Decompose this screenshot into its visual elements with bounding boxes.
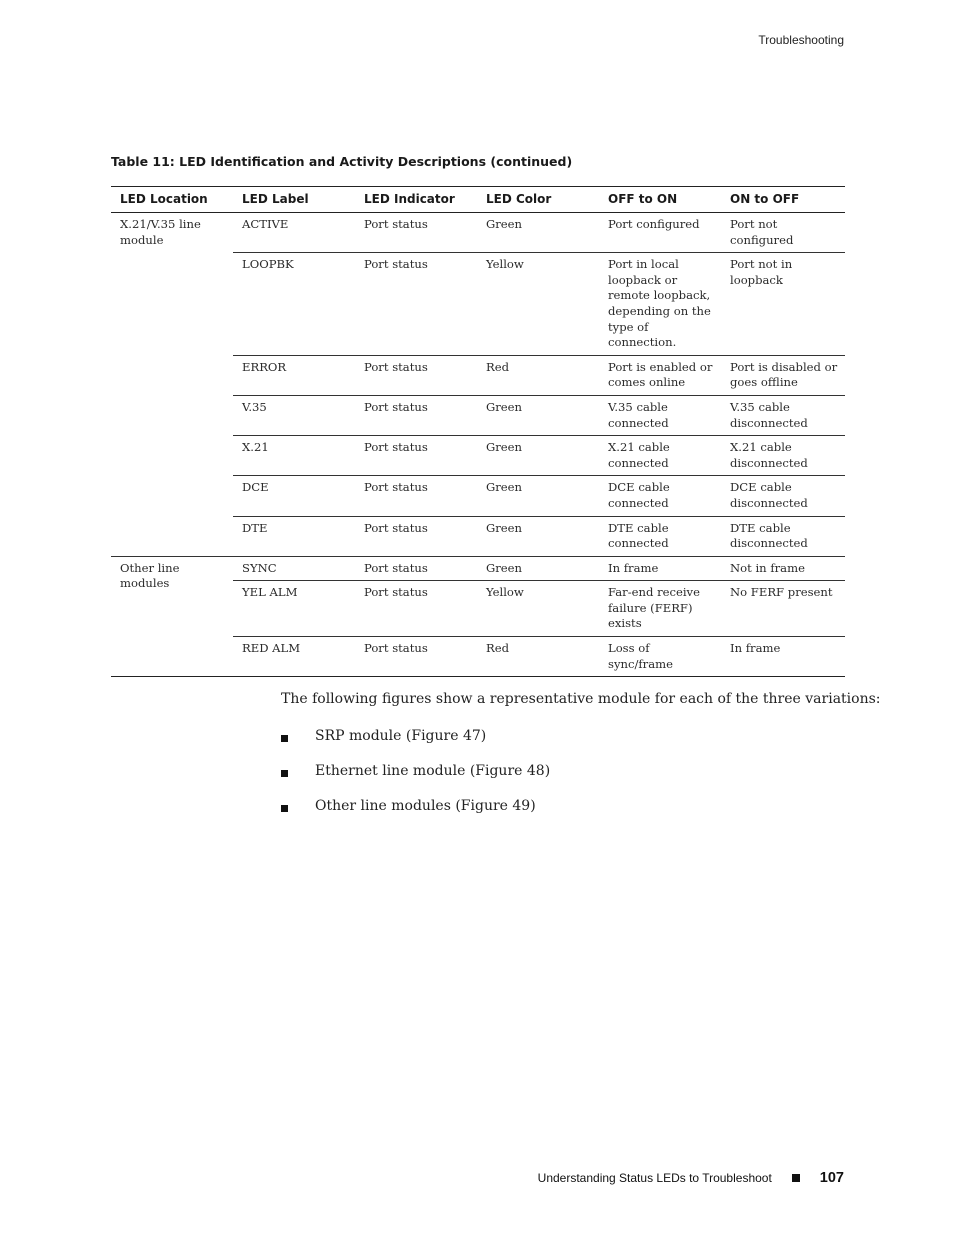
led-indicator-cell: Port status (355, 637, 477, 677)
led-label-cell: SYNC (233, 556, 355, 581)
table-row (111, 556, 845, 581)
table-header-row (111, 187, 845, 213)
led-indicator-cell: Port status (355, 581, 477, 637)
led-color-cell: Yellow (477, 253, 599, 356)
led-color-cell: Red (477, 637, 599, 677)
led-location-cell: Other line modules (111, 556, 233, 677)
list-item-text: Other line modules (Figure 49) (315, 798, 536, 814)
led-color-cell: Yellow (477, 581, 599, 637)
off-to-on-cell: DTE cable connected (599, 516, 721, 556)
led-label-cell: RED ALM (233, 637, 355, 677)
led-indicator-cell: Port status (364, 217, 428, 231)
led-color-cell: Green (477, 516, 599, 556)
on-to-off-cell: Port is disabled or goes offline (721, 355, 845, 395)
led-color-cell: Red (477, 355, 599, 395)
column-header: ON to OFF (721, 187, 845, 213)
off-to-on-cell: V.35 cable connected (599, 395, 721, 435)
on-to-off-cell: DCE cable disconnected (721, 476, 845, 516)
list-item (281, 763, 550, 798)
led-label-cell: V.35 (233, 395, 355, 435)
off-to-on-cell: Loss of sync/frame (599, 637, 721, 677)
bullet-square-icon (281, 735, 288, 742)
led-indicator-cell: Port status (355, 355, 477, 395)
led-color-cell: Green (477, 556, 599, 581)
column-header: LED Label (233, 187, 355, 213)
led-indicator-cell: Port status (355, 556, 477, 581)
led-label-cell: LOOPBK (233, 253, 355, 356)
footer-square-icon (792, 1174, 800, 1182)
intro-paragraph: The following figures show a representative module for each of the three variations: (281, 691, 881, 707)
led-color-cell: Green (486, 217, 522, 231)
running-header: Troubleshooting (758, 33, 844, 47)
led-indicator-cell: Port status (355, 253, 477, 356)
off-to-on-cell: Port configured (608, 217, 700, 231)
column-header: LED Indicator (355, 187, 477, 213)
on-to-off-cell: DTE cable disconnected (721, 516, 845, 556)
off-to-on-cell: In frame (599, 556, 721, 581)
led-indicator-cell: Port status (355, 516, 477, 556)
column-header: LED Location (111, 187, 233, 213)
led-color-cell: Green (477, 476, 599, 516)
figure-list (281, 728, 550, 833)
led-indicator-cell: Port status (355, 395, 477, 435)
off-to-on-cell: DCE cable connected (599, 476, 721, 516)
off-to-on-cell: Far-end receive failure (FERF) exists (599, 581, 721, 637)
on-to-off-cell: In frame (721, 637, 845, 677)
led-table (111, 186, 845, 677)
led-color-cell: Green (477, 395, 599, 435)
on-to-off-cell: Not in frame (721, 556, 845, 581)
on-to-off-cell: Port not configured (730, 217, 794, 247)
list-item-text: Ethernet line module (Figure 48) (315, 763, 551, 779)
on-to-off-cell: V.35 cable disconnected (721, 395, 845, 435)
page-number: 107 (819, 1170, 844, 1186)
off-to-on-cell: Port in local loopback or remote loopback, depending on the type of connection. (599, 253, 721, 356)
led-color-cell: Green (477, 436, 599, 476)
off-to-on-cell: Port is enabled or comes online (599, 355, 721, 395)
table-caption: Table 11: LED Identification and Activity Descriptions (continued) (111, 154, 573, 169)
off-to-on-cell: X.21 cable connected (599, 436, 721, 476)
list-item (281, 728, 550, 763)
led-label-cell: DTE (233, 516, 355, 556)
led-label-cell: ERROR (233, 355, 355, 395)
page-footer (538, 1170, 844, 1186)
led-label-cell: YEL ALM (233, 581, 355, 637)
table-body (111, 213, 845, 677)
led-indicator-cell: Port status (355, 476, 477, 516)
bullet-square-icon (281, 805, 288, 812)
column-header: LED Color (477, 187, 599, 213)
footer-title: Understanding Status LEDs to Troubleshoot (537, 1171, 772, 1185)
led-label-cell: ACTIVE (242, 217, 289, 231)
list-item-text: SRP module (Figure 47) (315, 728, 487, 744)
column-header: OFF to ON (599, 187, 721, 213)
led-label-cell: X.21 (233, 436, 355, 476)
on-to-off-cell: Port not in loopback (721, 253, 845, 356)
led-indicator-cell: Port status (355, 436, 477, 476)
on-to-off-cell: No FERF present (721, 581, 845, 637)
list-item (281, 798, 550, 833)
led-label-cell: DCE (233, 476, 355, 516)
table-row (111, 213, 845, 253)
bullet-square-icon (281, 770, 288, 777)
on-to-off-cell: X.21 cable disconnected (721, 436, 845, 476)
led-location-cell: X.21/V.35 line module (120, 217, 201, 247)
